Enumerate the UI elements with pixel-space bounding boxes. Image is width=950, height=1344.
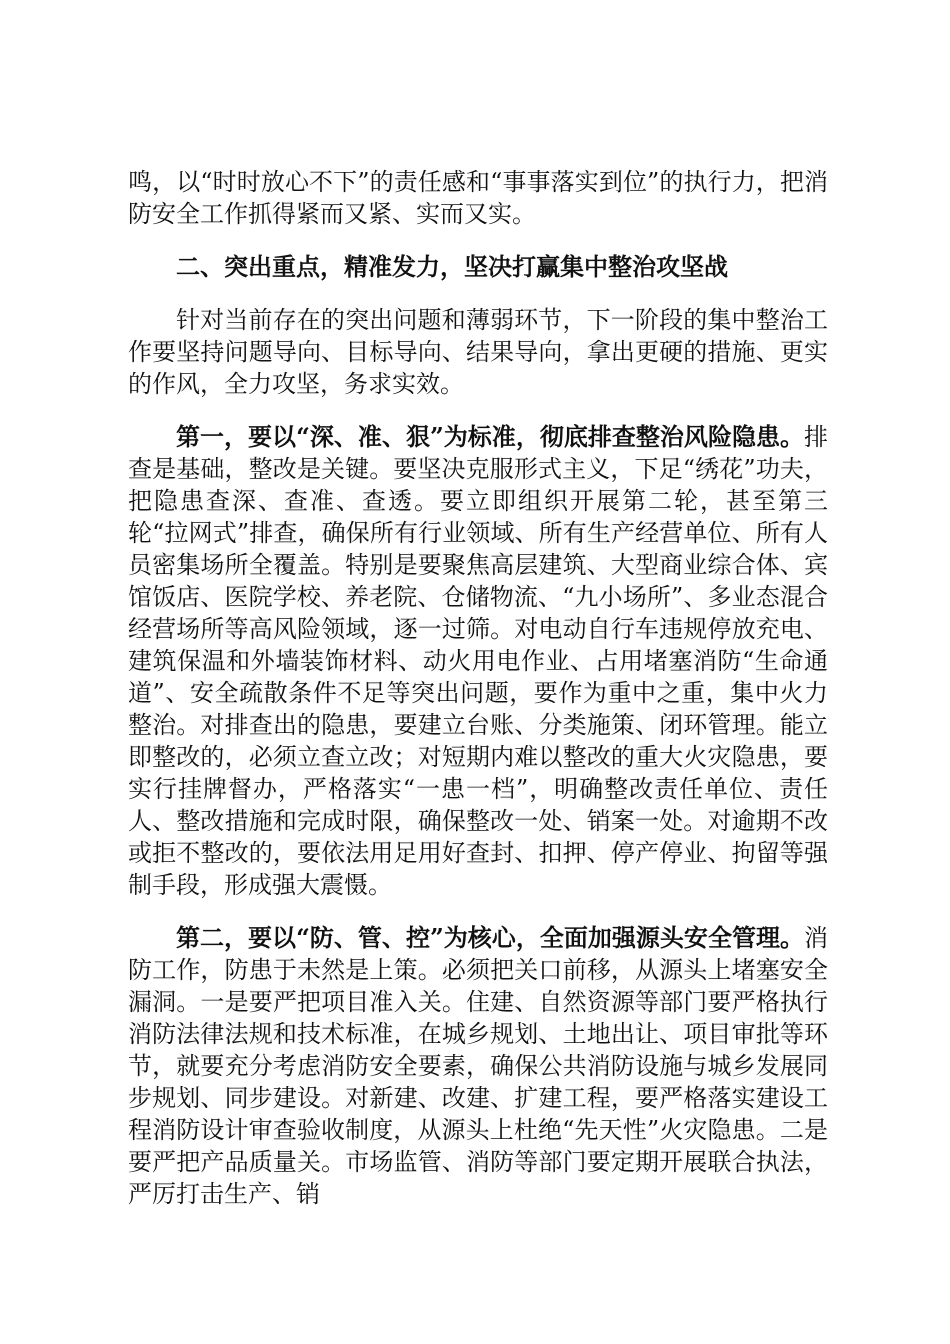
point-two-lead: 第二，要以“防、管、控”为核心，全面加强源头安全管理。 — [176, 923, 804, 952]
section-heading: 二、突出重点，精准发力，坚决打赢集中整治攻坚战 — [176, 252, 728, 281]
point-two-body: 消防工作，防患于未然是上策。必须把关口前移，从源头上堵塞安全漏洞。一是要严把项目准入关。住建、自然资源等部门要严格执行消防法律法规和技术标准，在城乡规划、土地出让、项目审批等环节，就要充分考虑消防安全要素，确保公共消防设施与城乡发展同步规划、同步建设。对新建、改建、扩建工程，要严格落实建设工程消防设计审查验收制度，从源头上杜绝“先天性”火灾隐患。二是要严把产品质量关。市场监管、消防等部门要定期开展联合执法，严厉打击生产、销 — [128, 924, 828, 1208]
document-body — [128, 166, 828, 1231]
point-one-paragraph — [128, 421, 828, 901]
point-one-lead: 第一，要以“深、准、狠”为标准，彻底排查整治风险隐患。 — [176, 422, 804, 451]
point-one-body: 排查是基础，整改是关键。要坚决克服形式主义，下足“绣花”功夫，把隐患查深、查准、查透。要立即组织开展第二轮，甚至第三轮“拉网式”排查，确保所有行业领域、所有生产经营单位、所有人员密集场所全覆盖。特别是要聚焦高层建筑、大型商业综合体、宾馆饭店、医院学校、养老院、仓储物流、“九小场所”、多业态混合经营场所等高风险领域，逐一过筛。对电动自行车违规停放充电、建筑保温和外墙装饰材料、动火用电作业、占用堵塞消防“生命通道”、安全疏散条件不足等突出问题，要作为重中之重，集中火力整治。对排查出的隐患，要建立台账、分类施策、闭环管理。能立即整改的，必须立查立改；对短期内难以整改的重大火灾隐患，要实行挂牌督办，严格落实“一患一档”，明确整改责任单位、责任人、整改措施和完成时限，确保整改一处、销案一处。对逾期不改或拒不整改的，要依法用足用好查封、扣押、停产停业、拘留等强制手段，形成强大震慑。 — [128, 423, 828, 899]
intro-paragraph: 针对当前存在的突出问题和薄弱环节，下一阶段的集中整治工作要坚持问题导向、目标导向、结果导向，拿出更硬的措施、更实的作风，全力攻坚，务求实效。 — [128, 306, 828, 398]
point-two-paragraph — [128, 922, 828, 1210]
paragraph-continuation: 鸣，以“时时放心不下”的责任感和“事事落实到位”的执行力，把消防安全工作抓得紧而又紧、实而又实。 — [128, 168, 828, 228]
